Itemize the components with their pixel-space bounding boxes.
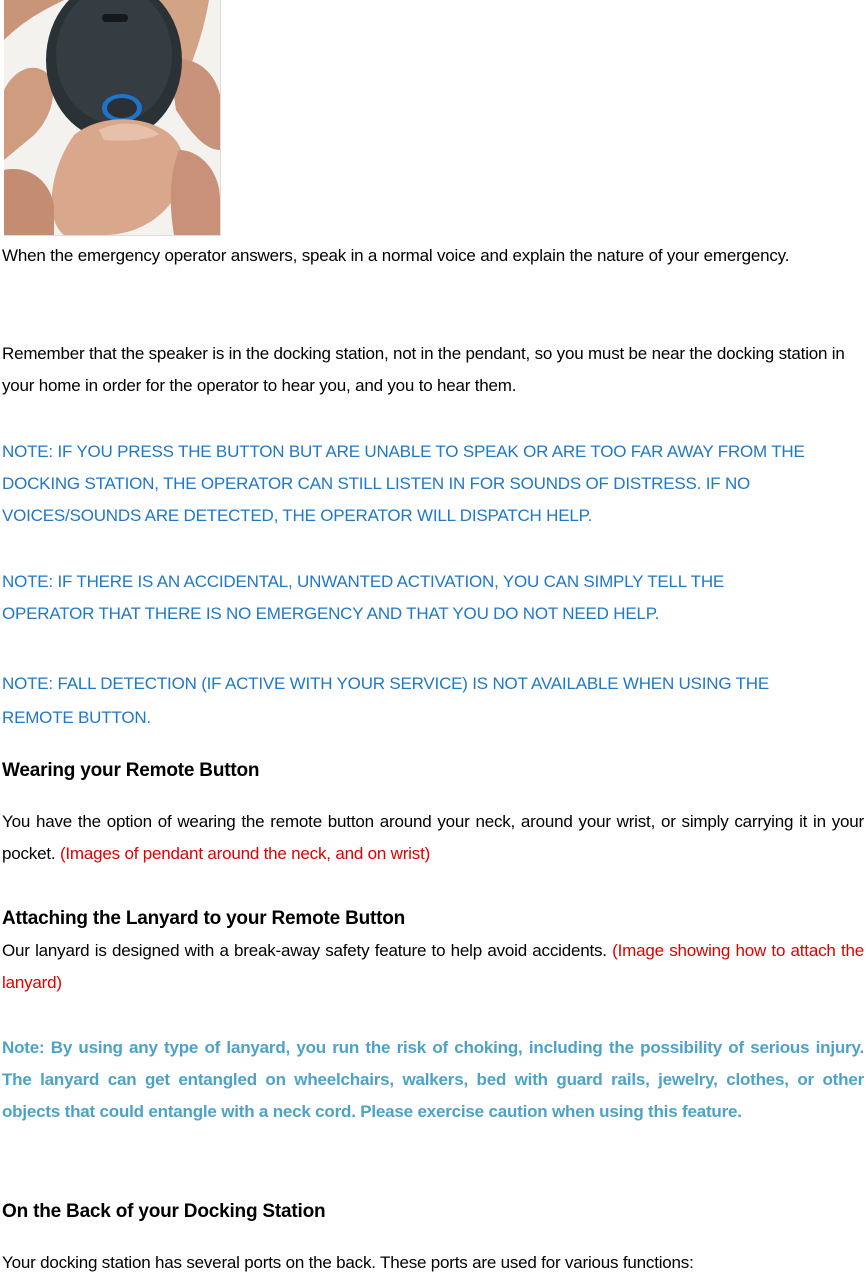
paragraph-lanyard-design [2,935,864,999]
note-accidental-activation-line: NOTE: IF THERE IS AN ACCIDENTAL, UNWANTED ACTIVATION, YOU CAN SIMPLY TELL THE [2,572,725,591]
heading-back-of-docking-station: On the Back of your Docking Station [2,1201,326,1222]
lanyard-choking-warning: Note: By using any type of lanyard, you run the risk of choking, including the possibility of serious injury. The lanyard can get entangled on wheelchairs, walkers, bed with guard rails, jewelry, clothes, or other objects that could entangle with a neck cord. Please exercise caution when using this feature. [2,1038,864,1121]
paragraph-speaker-location: Remember that the speaker is in the docking station, not in the pendant, so you must be near the docking station in your home in order for the operator to hear you, and you to hear them. [2,344,845,395]
note-unable-to-speak [2,436,864,532]
note-fall-detection-line: REMOTE BUTTON. [2,708,151,727]
note-unable-to-speak-line: VOICES/SOUNDS ARE DETECTED, THE OPERATOR WILL DISPATCH HELP. [2,506,593,525]
note-fall-detection [2,668,864,734]
lanyard-design-text: Our lanyard is designed with a break-away safety feature to help avoid accidents. [2,941,607,960]
heading-wearing-remote-button: Wearing your Remote Button [2,760,260,781]
paragraph-docking-ports: Your docking station has several ports on the back. These ports are used for various functions: [2,1253,694,1272]
paragraph-wearing-options [2,806,864,870]
wearing-image-note: (Images of pendant around the neck, and on wrist) [59,844,431,863]
note-accidental-activation [2,566,864,630]
pendant-photo [4,0,221,236]
paragraph-operator-answers: When the emergency operator answers, speak in a normal voice and explain the nature of your emergency. [2,246,790,265]
note-fall-detection-line: NOTE: FALL DETECTION (IF ACTIVE WITH YOUR SERVICE) IS NOT AVAILABLE WHEN USING THE [2,674,770,693]
note-unable-to-speak-line: NOTE: IF YOU PRESS THE BUTTON BUT ARE UNABLE TO SPEAK OR ARE TOO FAR AWAY FROM THE [2,442,805,461]
note-unable-to-speak-line: DOCKING STATION, THE OPERATOR CAN STILL LISTEN IN FOR SOUNDS OF DISTRESS. IF NO [2,474,751,493]
lanyard-image-note: (Image showing how to attach the lanyard) [2,941,864,992]
wearing-options-text: You have the option of wearing the remote button around your neck, around your wrist, or simply carrying it in your pocket. [2,812,864,863]
note-accidental-activation-line: OPERATOR THAT THERE IS NO EMERGENCY AND THAT YOU DO NOT NEED HELP. [2,604,660,623]
heading-attaching-lanyard: Attaching the Lanyard to your Remote Button [2,908,406,929]
